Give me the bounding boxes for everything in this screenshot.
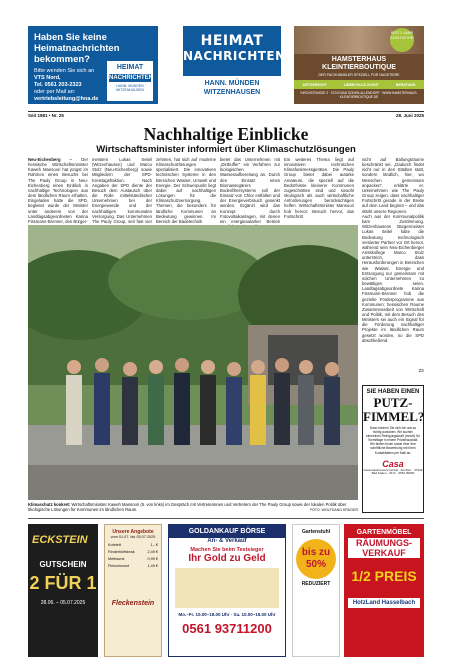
casa-logo: Casa	[382, 458, 404, 469]
ad-title: GARTENMÖBEL	[356, 529, 412, 536]
ad-hamsterhaus[interactable]	[294, 26, 424, 104]
masthead	[183, 26, 286, 104]
ad-putzfimmel[interactable]	[362, 385, 424, 513]
photo-caption: Klimaschutz konkret: Wirtschaftsminister Kaweh Mansoori (5. von links) im Gespräch mit Vertreterinnen und Vertretern der The Pauly Group sowie der lokalen Politik über ökologische Lösungen für Kommunen im ländlichen Raum.	[28, 502, 347, 513]
article-subheadline: Wirtschaftsminister informiert über Klimaschutzlösungen	[96, 144, 356, 155]
price-list: Kotelett 1,- € Rinderhüftsteak 2,49 € Mettwurst 0,99 € Fleischwurst 1,49 €	[108, 543, 158, 568]
ad-title-2: RÄUMUNGS-	[348, 538, 420, 548]
article-photo	[28, 225, 358, 500]
ad-missing-delivery[interactable]	[28, 26, 158, 104]
publication-date: 28. Juni 2025	[395, 113, 424, 118]
ad-subtitle: REDUZIERT	[301, 581, 331, 587]
article-column-5: Ein weiteres Thema liegt auf innovativen technischen Klimafunkmessgeräten. Die Pauly Group bietet dabei autarke Amateure, die speziell auf die Bedürfnisse kleinerer Kommunen zugeschnitten sind und sowohl ökologisch als auch wirtschaftliche Anforderungen berücksichtigen helfen. Wirtschaftsminister Mansoori hob hervor: Besuch hervor, das Fortschritt	[284, 157, 354, 219]
ad-phone: 0561 93711200	[182, 621, 272, 636]
ad-section-rule	[28, 518, 424, 519]
author-initials: ZS	[418, 368, 424, 373]
masthead-edition: HANN. MÜNDEN WITZENHAUSEN	[203, 80, 261, 96]
ad-kicker: SIE HABEN EINEN	[366, 389, 420, 395]
discount-badge: bis zu 50%	[296, 539, 336, 579]
heimatnachrichten-logo: HEIMAT NACHRICHTEN HANN. MÜNDEN WITZENHAUSEN	[106, 60, 154, 102]
article-column-1: Neu-Eichenberg – Der hessische Wirtschaftsminister Kaweh Mansoori hat jüngst im Rahmen eines Besuchs bei The Pauly Group in Neu-Eichenberg einen Einblick in nachhaltige Technologien aus dem ländlichen Raum erhalten. Eingeladen hatte die SPD, begleitet wurde der Minister unter anderem von der Landtagsabgeordneten Karina Fissmann-Brenner, den Bürger-	[28, 157, 88, 224]
ad-body: Dann können Sie sich bei uns so richtig austoben. Wir suchen eine/einen Reinigungskraft (m/w/d) für Vormittage in einem Privathaushalt. Wir bieten Ihnen sowie über Ihre schriftliche Bewerbung mit Ihren Kontaktdaten per Mail an:	[366, 426, 420, 455]
ad-headline: PUTZ-FIMMEL?	[363, 395, 425, 424]
ad-title-3: VERKAUF	[348, 548, 420, 558]
ad-brand: Fleckenstein	[111, 600, 155, 607]
article-column-6: nicht auf Ballungsräume beschränkt sei. „Dadurch findet nicht nur in den Städten statt, sondern ländlich, hier, wo Menschen gemeinsam anpacken“, erklärte er. Unternehmen wie The Pauly Group zeigen, dass nachhaltiger Fortschritt gerade in der Breite auf dem Land beginnt – und das stärkt unsere Regionen.	[362, 157, 424, 214]
ad-gartenstuhl[interactable]	[292, 524, 340, 657]
article-column-3: zehnten, hat sich auf moderne Klimaschutzlösungen spezialisiert. Die innovativen technischen Systeme in den Bereichen Wasser, Umwelt und Energie. Der Schwerpunkt liegt dabei auf nachhaltigen Lösungen für die Klimaschutzversorgung. Themen, die besonders für ländliche Kommunen an Bedeutung gewinnen. Im Bereich der Badetechnik	[156, 157, 216, 224]
ad-goldankauf[interactable]	[168, 524, 286, 657]
ad-title: GOLDANKAUF BÖRSE	[169, 525, 285, 538]
article-column-4: bietet das Unternehmen mit „Dirtbuffer“ ein Verfahren zur biologischen Wasseraufbereitung an. Durch den Einsatz eines Biomassegärers Bodenfiltersystems soll der Einsatz von Chlor entfallen und der Energieverbrauch gesenkt werden. Ergänzt wird das Konzept durch Fotovoltaikanlagen, mit denen ein energieautarker Betrieb	[220, 157, 280, 224]
article-column-7: Auch aus der Kommunalpolitik kam Zustimmung. Witzenhausens Bürgermeister Lukas Seitel lobte die Bedeutung technologisch versierter Partner vor Ort hervor, während sein Neu-Eichenberger Amtskollege Marco Stolz unterstrich, dass Herausforderungen in Bereichen wie Wasser, Energie und Entsorgung nur gemeinsam mit solchen Unternehmen zu bewältigen seien. Landtagsabgeordnete Karina Fissmann-Brenner hob die gezielte Förderprogramme aus Kommunen: hessischen Raume Zusammenarbeit von Wirtschaft und Politik, mit dem Besuch des Ministers sei auch ein Signal für die Förderung nachhaltiger Projekte im ländlichen Raum gesetzt worden, so die SPD abschließend.	[362, 214, 424, 343]
ad-address: KIRCHSTRASSE 3 · 37242 BAD SODEN-ALLENDORF · WWW.HAMSTERHAUS-KLEINTIERBOUTIQUE.DE	[300, 91, 418, 99]
header-rule	[28, 111, 424, 112]
ad-contact: Casa Gastronomie GmbH · Kirchstr. · 37242 Bad Soden · 0171 · 0561 00000	[363, 467, 423, 476]
ad-subtitle: DER FACHHÄNDLER SPEZIELL FÜR NAGETIERE	[318, 73, 400, 77]
masthead-logo: HEIMAT NACHRICHTEN	[183, 26, 281, 76]
ad-dates: vom 01.07. bis 05.07.2025	[110, 535, 156, 539]
ad-brand: HotzLand Hasselbach	[348, 598, 420, 608]
ad-title: Gartenstuhl	[301, 529, 331, 535]
ad-fleckenstein[interactable]	[104, 524, 162, 657]
ad-raeumungsverkauf[interactable]	[344, 524, 424, 657]
photo-credit: FOTO: WOLFGANG KRÜGER	[310, 508, 358, 512]
ad-offer: 1/2 PREIS	[351, 568, 417, 584]
ad-headline: Haben Sie keine Heimatnachrichten bekommen?	[34, 32, 120, 65]
ad-title: HAMSTERHAUS KLEINTIERBOUTIQUE	[322, 56, 396, 71]
anniversary-badge: SEIT 1 JAHR EUCH IN IHR	[390, 28, 414, 52]
ad-slogan: Machen Sie beim Testsieger	[190, 547, 264, 553]
gold-items-box	[175, 568, 279, 608]
ad-slogan-2: Ihr Gold zu Geld	[188, 553, 266, 564]
article-column-2: meistern Lukas Seitel (Witzenhausen) und Marco Stolz (Neu-Eichenberg) sowie Mitgliedern der SPD-Kreistagsfraktion. Nach Angaben der SPD diente der Besuch dem Austausch über die Rolle mittelständischer Unternehmen bei der Energiewende und der nachhaltigen kommunalen Versorgung. Das Unternehmen The Pauly Group, seit fast vier	[92, 157, 152, 224]
ad-eckstein[interactable]	[28, 524, 98, 657]
ad-dates: 28.06. – 05.07.2025	[40, 600, 86, 606]
ad-subtitle: GUTSCHEIN	[39, 560, 87, 569]
ad-title: ECKSTEIN	[32, 534, 88, 546]
ad-subtitle: An- & Verkauf	[207, 538, 247, 544]
issue-number: Seit 1981 • Nr. 25	[28, 113, 64, 118]
ad-feature-bar: ARTGERECHT LIEBEVOLLE ZUCHT BERATUNG	[294, 80, 424, 89]
article-headline: Nachhaltige Einblicke	[143, 124, 309, 144]
ad-body: Bitte wenden Sie sich an VTS Nord, Tel. 0561 203-2323 oder per Mail an: vertriebsleitung@hna.de	[34, 68, 99, 102]
ad-title: Unsere Angebote	[112, 529, 154, 535]
ad-offer: 2 FÜR 1	[29, 573, 97, 593]
group-photo-illustration	[28, 225, 358, 500]
ad-hours: Mo.–Fr. 10.00–18.00 Uhr · Sa. 10.00–15.00 Uhr	[178, 612, 276, 617]
